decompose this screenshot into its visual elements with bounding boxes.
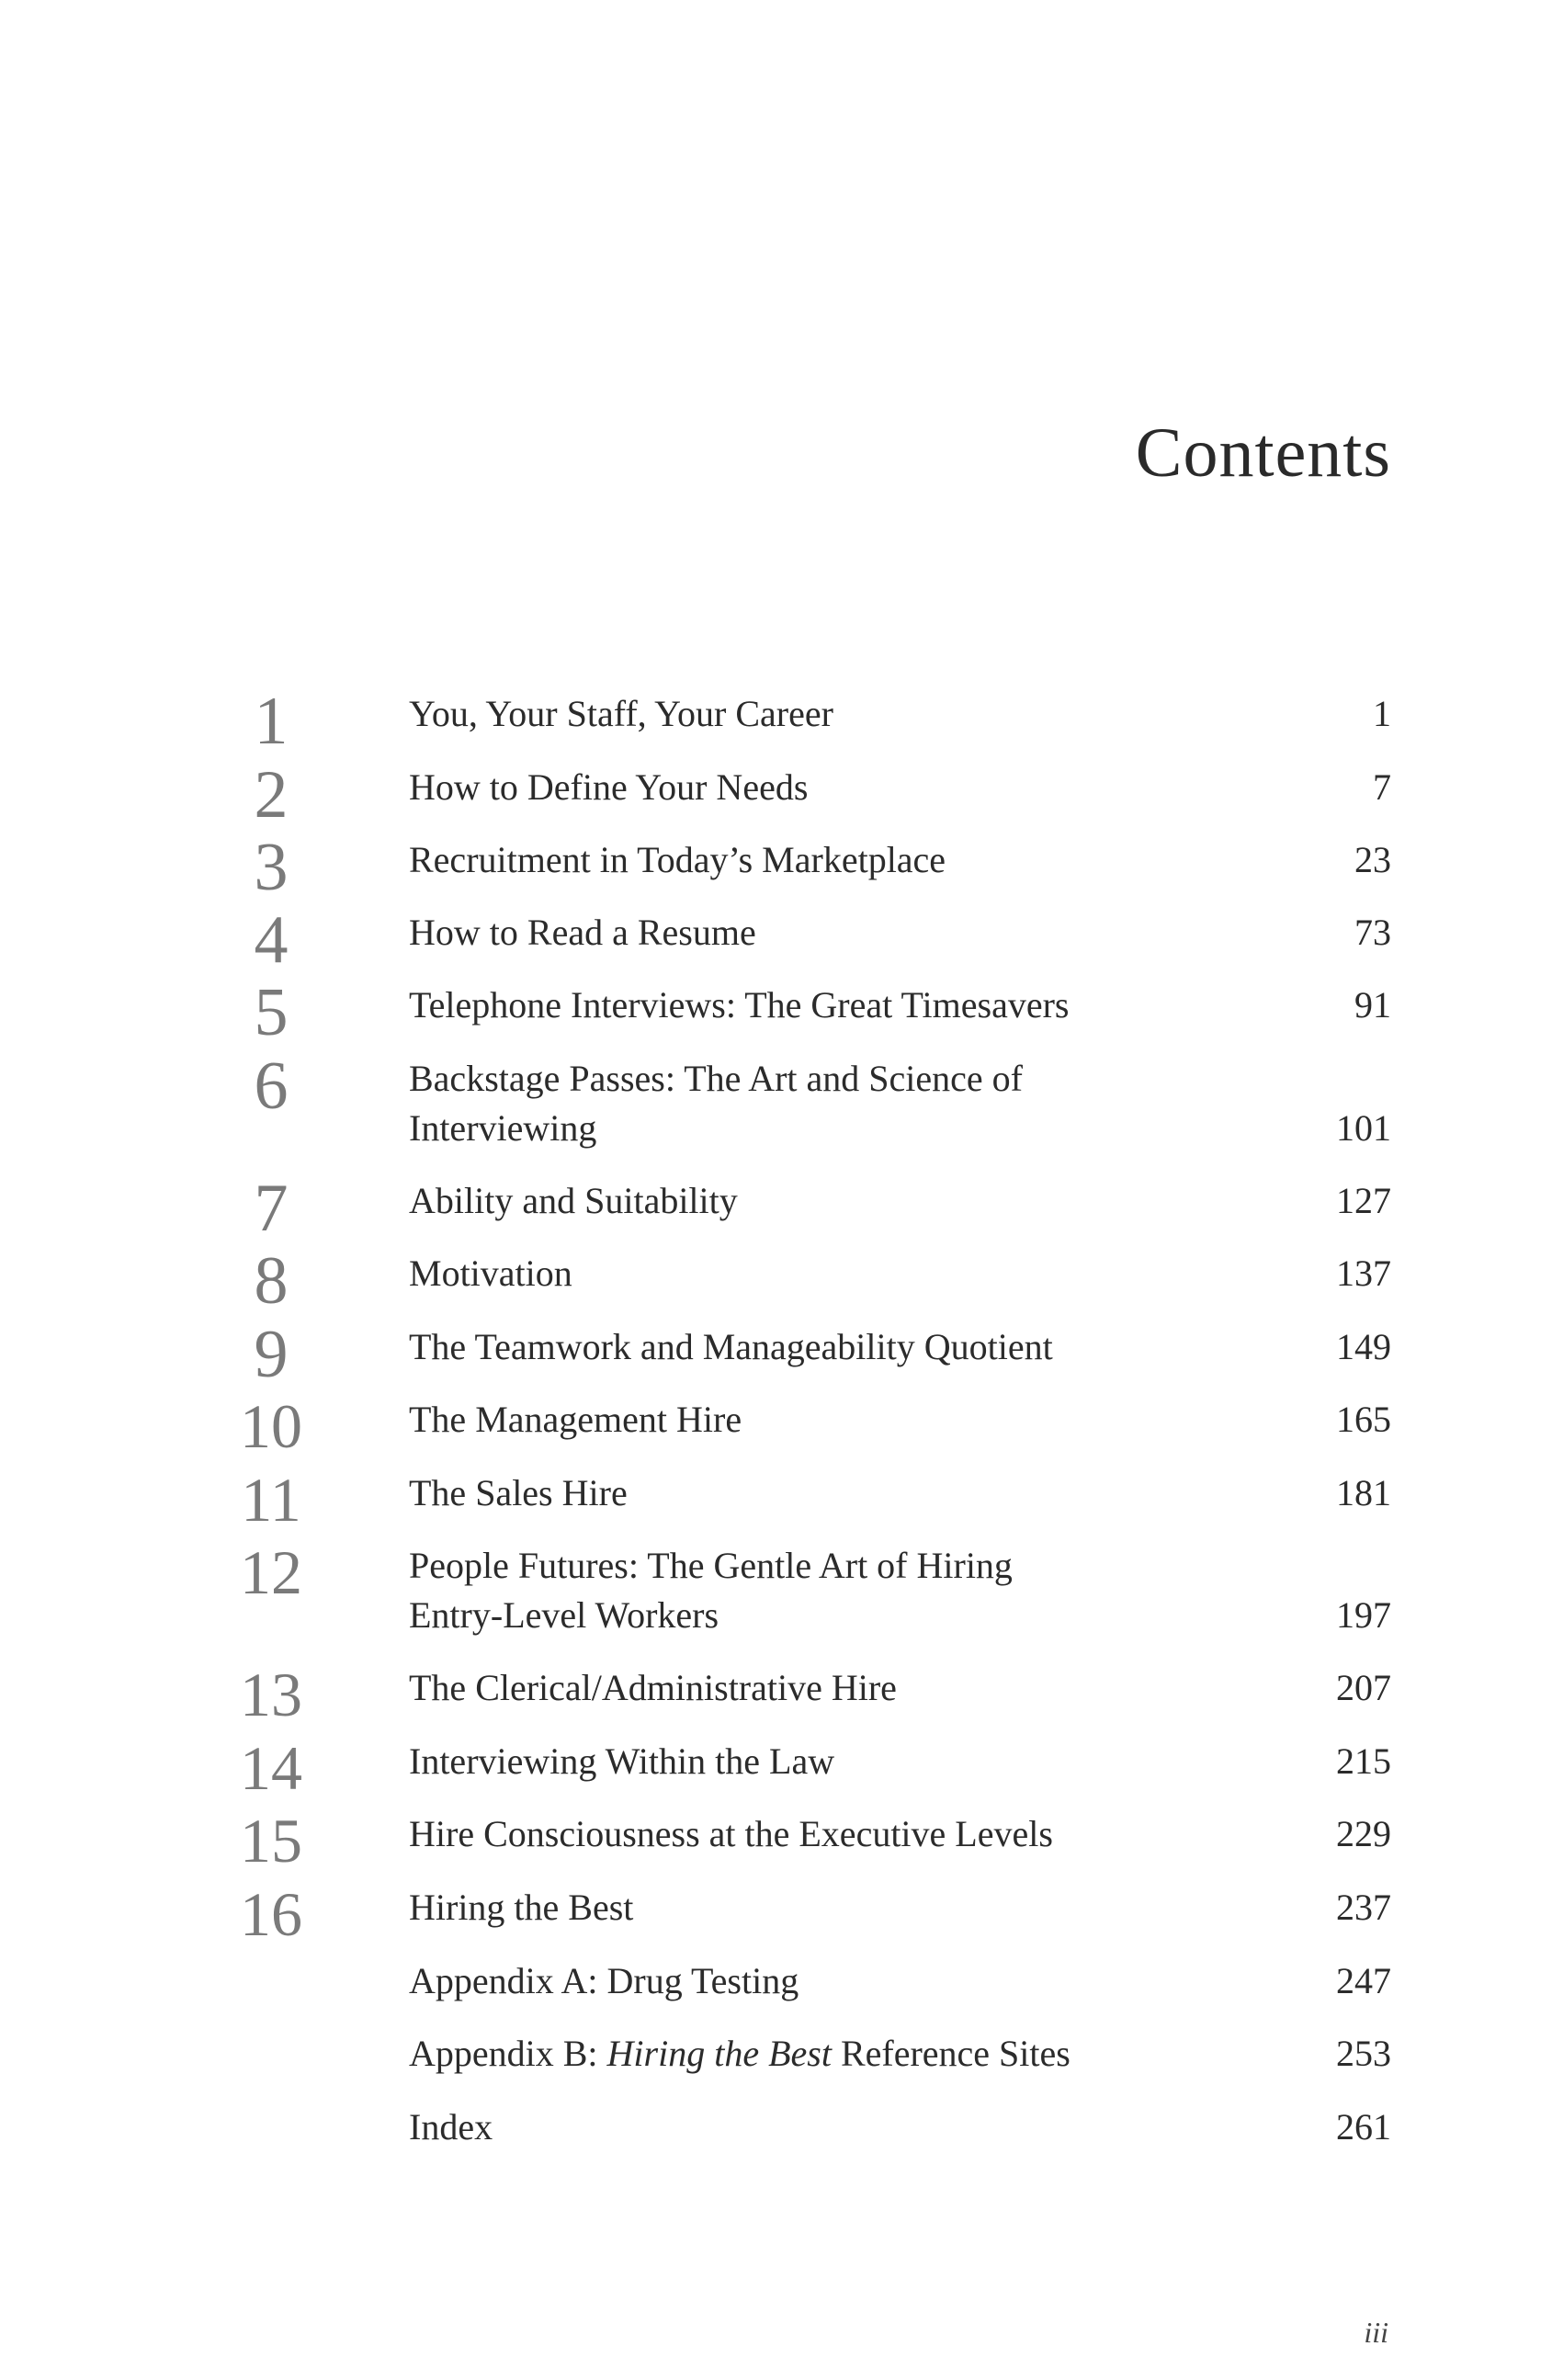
chapter-number: 13 <box>240 1660 302 1729</box>
chapter-title: Telephone Interviews: The Great Timesavers <box>409 984 1070 1026</box>
chapter-title: The Management Hire <box>409 1399 742 1440</box>
chapter-number: 10 <box>240 1391 302 1461</box>
chapter-title: Interviewing Within the Law <box>409 1740 835 1782</box>
chapter-number: 7 <box>254 1171 289 1246</box>
chapter-number: 3 <box>254 830 289 905</box>
appendix-prefix: Appendix B: <box>409 2033 607 2074</box>
page-number: 1 <box>1373 693 1391 734</box>
page-number: 181 <box>1336 1472 1391 1513</box>
appendix-title <box>409 2029 1144 2079</box>
page-number: 197 <box>1336 1594 1391 1636</box>
chapter-title: You, Your Staff, Your Career <box>409 693 833 734</box>
page-number: 101 <box>1336 1107 1391 1149</box>
page-folio: iii <box>1364 2316 1388 2349</box>
chapter-title: People Futures: The Gentle Art of Hiring Entry-Level Workers <box>409 1545 1013 1636</box>
chapter-number: 5 <box>254 975 289 1050</box>
page-number: 73 <box>1354 912 1391 953</box>
page-number: 149 <box>1336 1326 1391 1367</box>
chapter-title: How to Define Your Needs <box>409 766 809 808</box>
chapter-title: How to Read a Resume <box>409 912 756 953</box>
chapter-number: 9 <box>254 1317 289 1392</box>
appendix-prefix: Appendix A: <box>409 1960 607 2001</box>
page-number: 127 <box>1336 1180 1391 1221</box>
page-number: 137 <box>1336 1252 1391 1294</box>
chapter-number: 16 <box>240 1879 302 1949</box>
chapter-number: 8 <box>254 1243 289 1319</box>
page-number: 237 <box>1336 1887 1391 1928</box>
chapter-number: 2 <box>254 757 289 833</box>
index-title-text: Index <box>409 2106 493 2148</box>
appendix-title <box>409 1956 1144 2006</box>
page-number: 91 <box>1354 984 1391 1026</box>
chapter-number: 14 <box>240 1733 302 1803</box>
chapter-title: The Teamwork and Manageability Quotient <box>409 1326 1053 1367</box>
page-number: 165 <box>1336 1399 1391 1440</box>
chapter-title: The Clerical/Administrative Hire <box>409 1667 897 1708</box>
page-number: 247 <box>1336 1960 1391 2001</box>
page-number: 229 <box>1336 1813 1391 1854</box>
chapter-title: The Sales Hire <box>409 1472 628 1513</box>
page-number: 253 <box>1336 2033 1391 2074</box>
chapter-number: 1 <box>254 684 289 759</box>
chapter-number: 12 <box>240 1537 302 1607</box>
chapter-number: 4 <box>254 902 289 978</box>
page-number: 7 <box>1373 766 1391 808</box>
chapter-number: 11 <box>241 1465 301 1535</box>
chapter-title: Motivation <box>409 1252 572 1294</box>
page-number: 23 <box>1354 839 1391 880</box>
chapter-title: Ability and Suitability <box>409 1180 738 1221</box>
chapter-title: Backstage Passes: The Art and Science of Interviewing <box>409 1058 1023 1149</box>
chapter-title: Hire Consciousness at the Executive Levels <box>409 1813 1053 1854</box>
page-number: 261 <box>1336 2106 1391 2148</box>
appendix-title-italic: Hiring the Best <box>606 2033 832 2074</box>
chapter-title: Hiring the Best <box>409 1887 634 1928</box>
chapter-number: 6 <box>254 1048 289 1124</box>
page-number: 207 <box>1336 1667 1391 1708</box>
page-title: Contents <box>1135 414 1391 492</box>
index-title <box>409 2102 1144 2152</box>
page-number: 215 <box>1336 1740 1391 1782</box>
appendix-suffix: Reference Sites <box>831 2033 1071 2074</box>
chapter-number: 15 <box>240 1806 302 1876</box>
chapter-title: Recruitment in Today’s Marketplace <box>409 839 946 880</box>
appendix-title-text: Drug Testing <box>606 1960 799 2001</box>
